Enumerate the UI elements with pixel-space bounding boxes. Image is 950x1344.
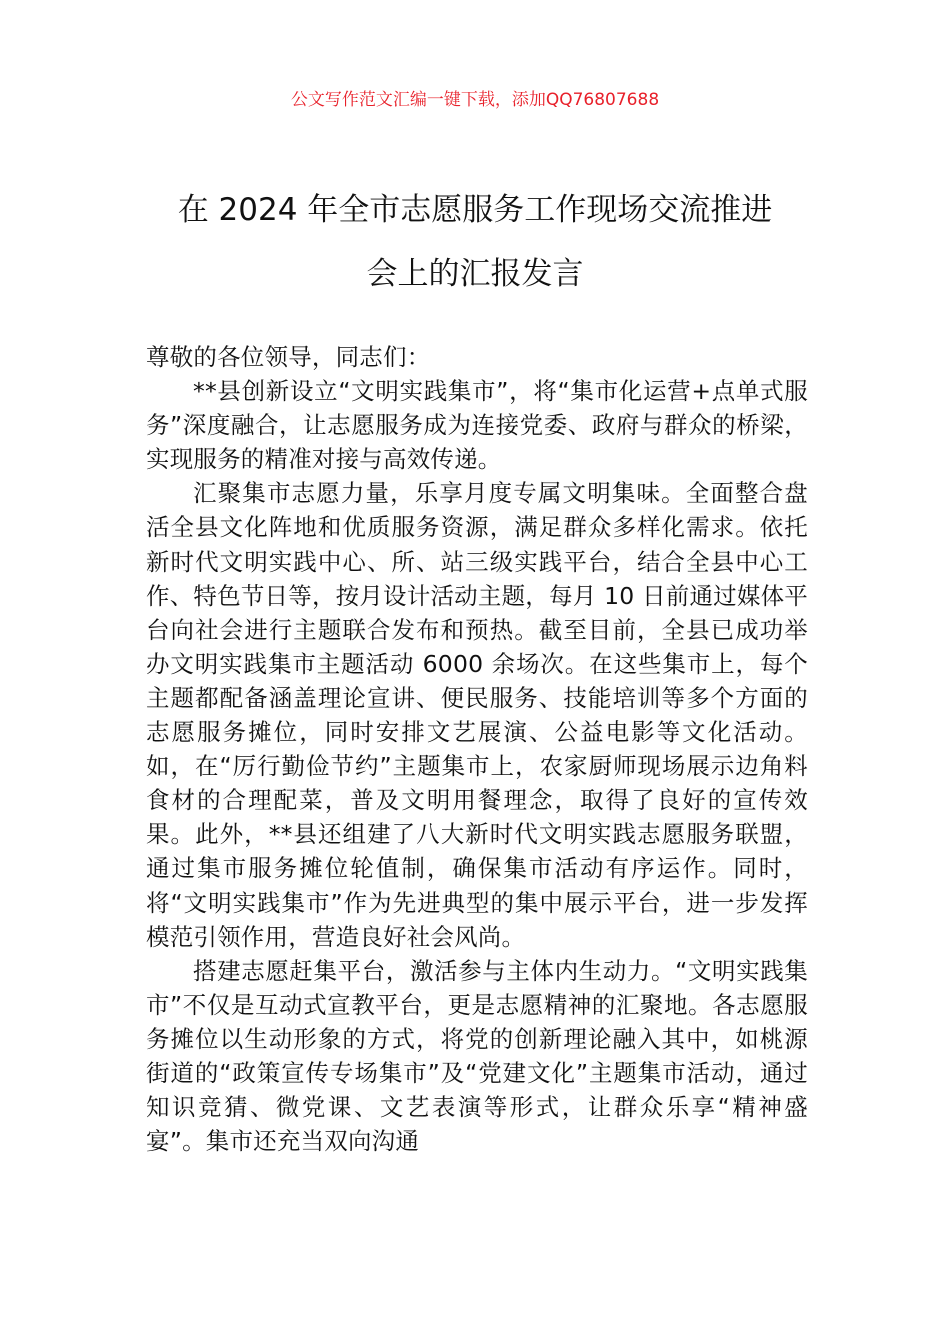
title-line-1: 在 2024 年全市志愿服务工作现场交流推进 bbox=[177, 192, 773, 228]
paragraph-volunteer-power: 汇聚集市志愿力量，乐享月度专属文明集味。全面整合盘活全县文化阵地和优质服务资源，满足群众多样化需求。依托新时代文明实践中心、所、站三级实践平台，结合全县中心工作、特色节日等，按月设计活动主题，每月 10 日前通过媒体平台向社会进行主题联合发布和预热。截至目前，全县已成功举办文明实践集市主题活动 6000 余场次。在这些集市上，每个主题都配备涵盖理论宣讲、便民服务、技能培训等多个方面的志愿服务摊位，同时安排文艺展演、公益电影等文化活动。如，在“厉行勤俭节约”主题集市上，农家厨师现场展示边角料食材的合理配菜，普及文明用餐理念，取得了良好的宣传效果。此外，**县还组建了八大新时代文明实践志愿服务联盟，通过集市服务摊位轮值制，确保集市活动有序运作。同时，将“文明实践集市”作为先进典型的集中展示平台，进一步发挥模范引领作用，营造良好社会风尚。 bbox=[146, 479, 808, 951]
download-banner: 公文写作范文汇编一键下载，添加QQ76807688 bbox=[290, 90, 660, 110]
paragraph-intro: **县创新设立“文明实践集市”，将“集市化运营+点单式服务”深度融合，让志愿服务成为连接党委、政府与群众的桥梁，实现服务的精准对接与高效传递。 bbox=[146, 377, 808, 474]
salutation: 尊敬的各位领导，同志们： bbox=[146, 343, 431, 371]
document-title bbox=[140, 178, 810, 306]
document-body bbox=[146, 340, 808, 1158]
title-line-2: 会上的汇报发言 bbox=[366, 256, 584, 292]
paragraph-platform: 搭建志愿赶集平台，激活参与主体内生动力。“文明实践集市”不仅是互动式宣教平台，更是志愿精神的汇聚地。各志愿服务摊位以生动形象的方式，将党的创新理论融入其中，如桃源街道的“政策宣传专场集市”及“党建文化”主题集市活动，通过知识竞猜、微党课、文艺表演等形式，让群众乐享“精神盛宴”。集市还充当双向沟通 bbox=[146, 956, 808, 1156]
